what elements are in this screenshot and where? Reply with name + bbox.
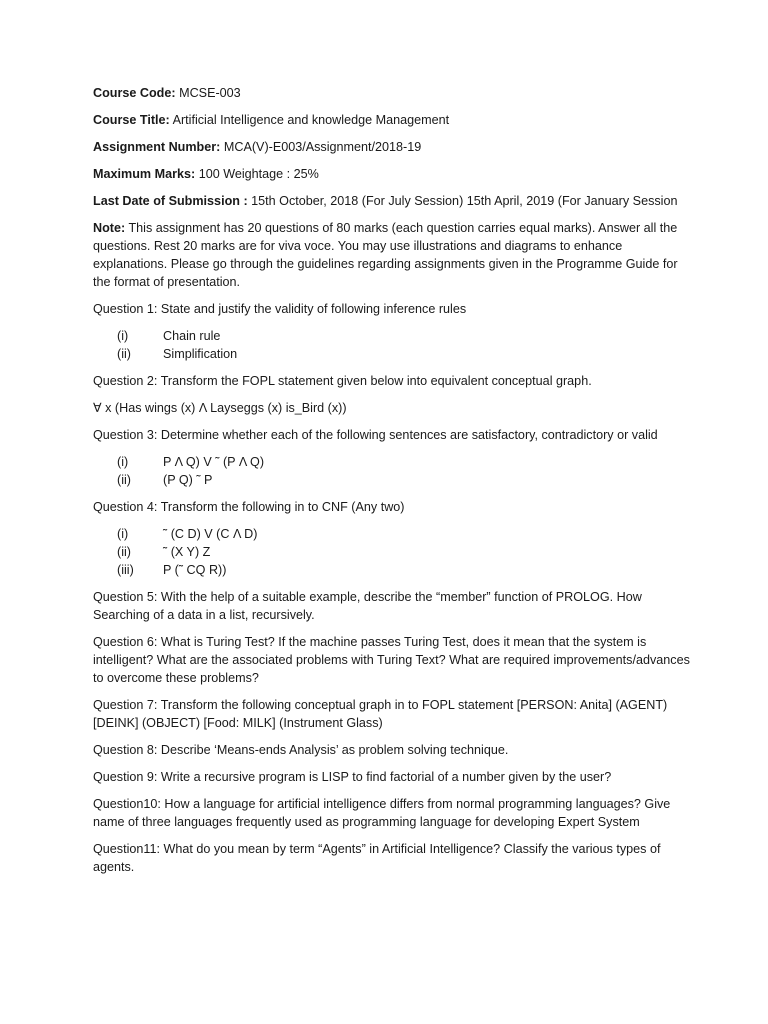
question-3-label: Question 3: [93, 428, 158, 442]
assignment-number-value: MCA(V)-E003/Assignment/2018-19 [223, 140, 422, 154]
question-5-text: With the help of a suitable example, describe the “member” function of PROLOG. How Searching of a data in a list, recursively. [93, 590, 642, 622]
question-4-text: Transform the following in to CNF (Any two) [160, 500, 405, 514]
list-item-number: (i) [117, 527, 129, 541]
list-item-text: ˜ (C D) V (C Λ D) [163, 527, 258, 541]
course-title-value: Artificial Intelligence and knowledge Management [172, 113, 450, 127]
question-2-formula: ∀ x (Has wings (x) Λ Layseggs (x) is_Bird (x)) [93, 401, 347, 415]
last-date-label: Last Date of Submission : [93, 194, 248, 208]
assignment-number-line [93, 138, 693, 156]
question-8-label: Question 8: [93, 743, 158, 757]
course-code-line [93, 84, 693, 102]
list-item-text: P Λ Q) V ˜ (P Λ Q) [163, 455, 265, 469]
list-item-number: (ii) [117, 545, 131, 559]
note-paragraph [93, 219, 693, 291]
question-5 [93, 588, 693, 624]
list-item [93, 345, 693, 363]
list-item-text: (P Q) ˜ P [163, 473, 213, 487]
assignment-document [93, 84, 693, 885]
question-7-text: Transform the following conceptual graph in to FOPL statement [PERSON: Anita] (AGENT) [DEINK] (OBJECT) [Food: MILK] (Instrument Glass) [93, 698, 668, 730]
list-item-text: P (˜ CQ R)) [163, 563, 227, 577]
course-title-label: Course Title: [93, 113, 170, 127]
last-date-value: 15th October, 2018 (For July Session) 15th April, 2019 (For January Session [251, 194, 678, 208]
list-item [93, 561, 693, 579]
list-item [93, 543, 693, 561]
note-text: This assignment has 20 questions of 80 marks (each question carries equal marks). Answer all the questions. Rest 20 marks are for viva voce. You may use illustrations and diagrams to enhance explanations. Please go through the guidelines regarding assignments given in the Programme Guide for the format of presentation. [93, 221, 678, 289]
question-3-text: Determine whether each of the following sentences are satisfactory, contradictory or valid [160, 428, 658, 442]
question-1-list [93, 327, 693, 363]
question-4 [93, 498, 693, 516]
question-11-label: Question11: [93, 842, 160, 856]
question-7 [93, 696, 693, 732]
question-2-label: Question 2: [93, 374, 158, 388]
list-item-number: (i) [117, 329, 129, 343]
question-3 [93, 426, 693, 444]
list-item-number: (ii) [117, 347, 131, 361]
question-10-label: Question10: [93, 797, 161, 811]
list-item [93, 453, 693, 471]
note-label: Note: [93, 221, 126, 235]
list-item-number: (ii) [117, 473, 131, 487]
last-date-line [93, 192, 693, 210]
question-9-label: Question 9: [93, 770, 158, 784]
question-9 [93, 768, 693, 786]
question-8 [93, 741, 693, 759]
question-3-list [93, 453, 693, 489]
list-item [93, 525, 693, 543]
question-11 [93, 840, 693, 876]
question-6-label: Question 6: [93, 635, 158, 649]
course-code-label: Course Code: [93, 86, 176, 100]
question-5-label: Question 5: [93, 590, 158, 604]
list-item-text: ˜ (X Y) Z [163, 545, 211, 559]
list-item-text: Simplification [163, 347, 238, 361]
question-6 [93, 633, 693, 687]
question-10-text: How a language for artificial intelligence differs from normal programming languages? Give name of three languages frequently used as programming language for developing Expert System [93, 797, 671, 829]
question-1 [93, 300, 693, 318]
question-2-text: Transform the FOPL statement given below into equivalent conceptual graph. [160, 374, 592, 388]
list-item-number: (iii) [117, 563, 134, 577]
list-item [93, 327, 693, 345]
course-title-line [93, 111, 693, 129]
question-8-text: Describe ‘Means-ends Analysis’ as problem solving technique. [160, 743, 509, 757]
assignment-number-label: Assignment Number: [93, 140, 221, 154]
question-6-text: What is Turing Test? If the machine passes Turing Test, does it mean that the system is intelligent? What are the associated problems with Turing Text? What are required improvements/advances to overcome these problems? [93, 635, 690, 685]
max-marks-label: Maximum Marks: [93, 167, 196, 181]
question-2 [93, 372, 693, 390]
question-11-text: What do you mean by term “Agents” in Artificial Intelligence? Classify the various types of agents. [93, 842, 661, 874]
list-item-text: Chain rule [163, 329, 221, 343]
list-item-number: (i) [117, 455, 129, 469]
question-1-label: Question 1: [93, 302, 158, 316]
course-code-value: MCSE-003 [179, 86, 241, 100]
question-9-text: Write a recursive program is LISP to find factorial of a number given by the user? [160, 770, 612, 784]
question-10 [93, 795, 693, 831]
question-7-label: Question 7: [93, 698, 158, 712]
question-4-list [93, 525, 693, 579]
list-item [93, 471, 693, 489]
max-marks-value: 100 Weightage : 25% [198, 167, 319, 181]
question-4-label: Question 4: [93, 500, 158, 514]
question-1-text: State and justify the validity of following inference rules [160, 302, 467, 316]
max-marks-line [93, 165, 693, 183]
